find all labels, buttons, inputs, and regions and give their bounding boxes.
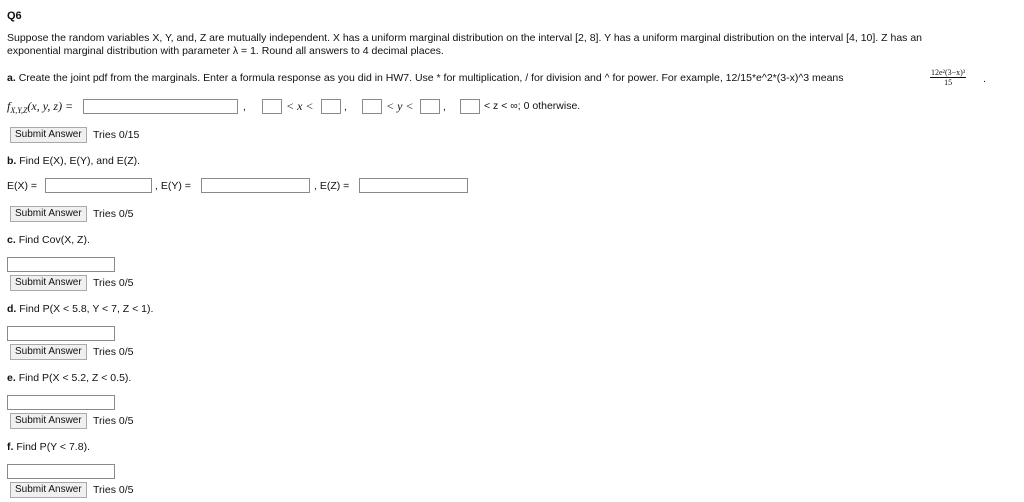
part-c-submit-button[interactable]: Submit Answer bbox=[10, 275, 87, 291]
y-upper-input[interactable] bbox=[420, 99, 440, 114]
ex-label: E(X) = bbox=[7, 180, 38, 192]
part-f-text: Find P(Y < 7.8). bbox=[16, 441, 90, 453]
x-upper-input[interactable] bbox=[321, 99, 341, 114]
example-period: . bbox=[983, 73, 986, 85]
ey-label: , E(Y) = bbox=[155, 180, 191, 192]
part-b-tries: Tries 0/5 bbox=[93, 208, 134, 220]
part-a-tries: Tries 0/15 bbox=[93, 129, 140, 141]
z-range-label: < z < ∞; 0 otherwise. bbox=[484, 100, 581, 112]
part-d-text: Find P(X < 5.8, Y < 7, Z < 1). bbox=[19, 303, 154, 315]
x-lower-input[interactable] bbox=[262, 99, 282, 114]
part-d-input[interactable] bbox=[7, 326, 115, 341]
question-title: Q6 bbox=[7, 10, 22, 22]
x-range-label: < x < bbox=[286, 99, 314, 113]
part-c-label: c. bbox=[7, 234, 16, 246]
y-range-label: < y < bbox=[386, 99, 414, 113]
example-fraction bbox=[930, 68, 966, 87]
part-d-prompt bbox=[7, 303, 153, 315]
part-a-text: Create the joint pdf from the marginals. Enter a formula response as you did in HW7. Use * for multiplication, / for division and ^ for power. For example, 12/15*e^2*(3-x)^3 means bbox=[18, 72, 844, 84]
pdf-args: (x, y, z) = bbox=[27, 99, 74, 113]
ey-input[interactable] bbox=[201, 178, 310, 193]
part-c-tries: Tries 0/5 bbox=[93, 277, 134, 289]
separator-1: , bbox=[243, 101, 246, 113]
pdf-label bbox=[7, 99, 73, 115]
part-c-prompt bbox=[7, 234, 90, 246]
separator-2: , bbox=[344, 101, 347, 113]
part-d-submit-button[interactable]: Submit Answer bbox=[10, 344, 87, 360]
question-intro-line1: Suppose the random variables X, Y, and, Z are mutually independent. X has a uniform marginal distribution on the interval [2, 8]. Y has a uniform marginal distribution on the interval [4, 10]. Z has an bbox=[7, 32, 923, 44]
part-e-prompt bbox=[7, 372, 131, 384]
example-numerator: 12e²(3−x)³ bbox=[931, 68, 966, 77]
part-b-prompt bbox=[7, 155, 140, 167]
ez-input[interactable] bbox=[359, 178, 468, 193]
part-a-prompt bbox=[7, 72, 844, 84]
separator-3: , bbox=[443, 101, 446, 113]
part-d-tries: Tries 0/5 bbox=[93, 346, 134, 358]
part-b-text: Find E(X), E(Y), and E(Z). bbox=[19, 155, 141, 167]
part-e-label: e. bbox=[7, 372, 16, 384]
part-a-submit-button[interactable]: Submit Answer bbox=[10, 127, 87, 143]
part-f-submit-button[interactable]: Submit Answer bbox=[10, 482, 87, 498]
pdf-formula-input[interactable] bbox=[83, 99, 238, 114]
part-d-label: d. bbox=[7, 303, 17, 315]
part-a-label: a. bbox=[7, 72, 16, 84]
part-f-label: f. bbox=[7, 441, 14, 453]
part-e-tries: Tries 0/5 bbox=[93, 415, 134, 427]
pdf-f: f bbox=[7, 99, 11, 113]
part-f-tries: Tries 0/5 bbox=[93, 484, 134, 496]
part-e-submit-button[interactable]: Submit Answer bbox=[10, 413, 87, 429]
part-e-input[interactable] bbox=[7, 395, 115, 410]
ex-input[interactable] bbox=[45, 178, 152, 193]
part-e-text: Find P(X < 5.2, Z < 0.5). bbox=[18, 372, 132, 384]
z-lower-input[interactable] bbox=[460, 99, 480, 114]
question-intro-line2: exponential marginal distribution with parameter λ = 1. Round all answers to 4 decimal places. bbox=[7, 45, 444, 57]
part-f-prompt bbox=[7, 441, 90, 453]
part-f-input[interactable] bbox=[7, 464, 115, 479]
part-b-label: b. bbox=[7, 155, 17, 167]
pdf-subscript: X,Y,Z bbox=[10, 106, 28, 116]
part-b-submit-button[interactable]: Submit Answer bbox=[10, 206, 87, 222]
y-lower-input[interactable] bbox=[362, 99, 382, 114]
cov-input[interactable] bbox=[7, 257, 115, 272]
ez-label: , E(Z) = bbox=[314, 180, 350, 192]
example-denominator: 15 bbox=[944, 78, 953, 87]
part-c-text: Find Cov(X, Z). bbox=[18, 234, 90, 246]
